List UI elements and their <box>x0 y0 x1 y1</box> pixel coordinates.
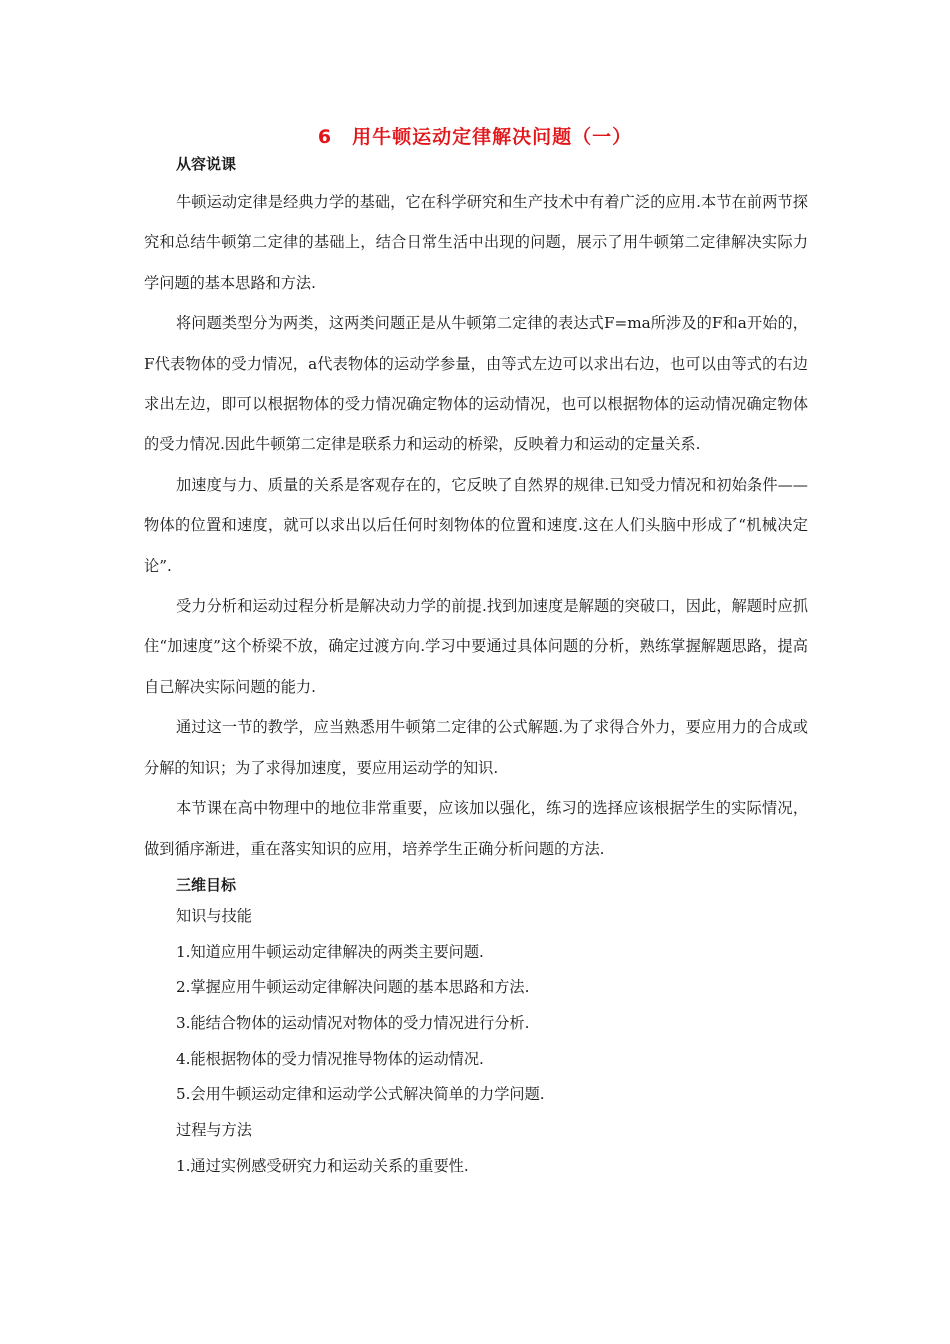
objective-item: 3.能结合物体的运动情况对物体的受力情况进行分析. <box>176 1014 530 1033</box>
objective-item: 4.能根据物体的受力情况推导物体的运动情况. <box>176 1049 484 1068</box>
subheading-knowledge-skills: 知识与技能 <box>176 906 252 925</box>
paragraph: 牛顿运动定律是经典力学的基础，它在科学研究和生产技术中有着广泛的应用.本节在前两节探究和总结牛顿第二定律的基础上，结合日常生活中出现的问题，展示了用牛顿第二定律解决实际力学问题的基本思路和方法. <box>144 193 808 292</box>
objective-item: 1.知道应用牛顿运动定律解决的两类主要问题. <box>176 942 484 961</box>
subheading-process-methods: 过程与方法 <box>176 1121 252 1140</box>
page-title: 6 用牛顿运动定律解决问题（一） <box>317 126 633 148</box>
section-heading-lesson-talk: 从容说课 <box>176 155 237 173</box>
document-body <box>144 150 808 1185</box>
paragraph: 通过这一节的教学，应当熟悉用牛顿第二定律的公式解题.为了求得合外力，要应用力的合成或分解的知识；为了求得加速度，要应用运动学的知识. <box>144 718 808 777</box>
paragraph: 将问题类型分为两类，这两类问题正是从牛顿第二定律的表达式F=ma所涉及的F和a开始的，F代表物体的受力情况，a代表物体的运动学参量，由等式左边可以求出右边，也可以由等式的右边求出左边，即可以根据物体的受力情况确定物体的运动情况，也可以根据物体的运动情况确定物体的受力情况.因此牛顿第二定律是联系力和运动的桥梁，反映着力和运动的定量关系. <box>144 314 808 454</box>
objective-item: 1.通过实例感受研究力和运动关系的重要性. <box>176 1156 469 1175</box>
objective-item: 2.掌握应用牛顿运动定律解决问题的基本思路和方法. <box>176 978 530 997</box>
section-heading-objectives: 三维目标 <box>176 875 237 894</box>
paragraph: 本节课在高中物理中的地位非常重要，应该加以强化，练习的选择应该根据学生的实际情况，做到循序渐进，重在落实知识的应用，培养学生正确分析问题的方法. <box>144 799 808 858</box>
objective-item: 5.会用牛顿运动定律和运动学公式解决简单的力学问题. <box>176 1085 545 1104</box>
paragraph: 受力分析和运动过程分析是解决动力学的前提.找到加速度是解题的突破口，因此，解题时应抓住“加速度”这个桥梁不放，确定过渡方向.学习中要通过具体问题的分析，熟练掌握解题思路，提高自己解决实际问题的能力. <box>144 597 808 696</box>
paragraph: 加速度与力、质量的关系是客观存在的，它反映了自然界的规律.已知受力情况和初始条件——物体的位置和速度，就可以求出以后任何时刻物体的位置和速度.这在人们头脑中形成了“机械决定论”. <box>144 475 808 575</box>
